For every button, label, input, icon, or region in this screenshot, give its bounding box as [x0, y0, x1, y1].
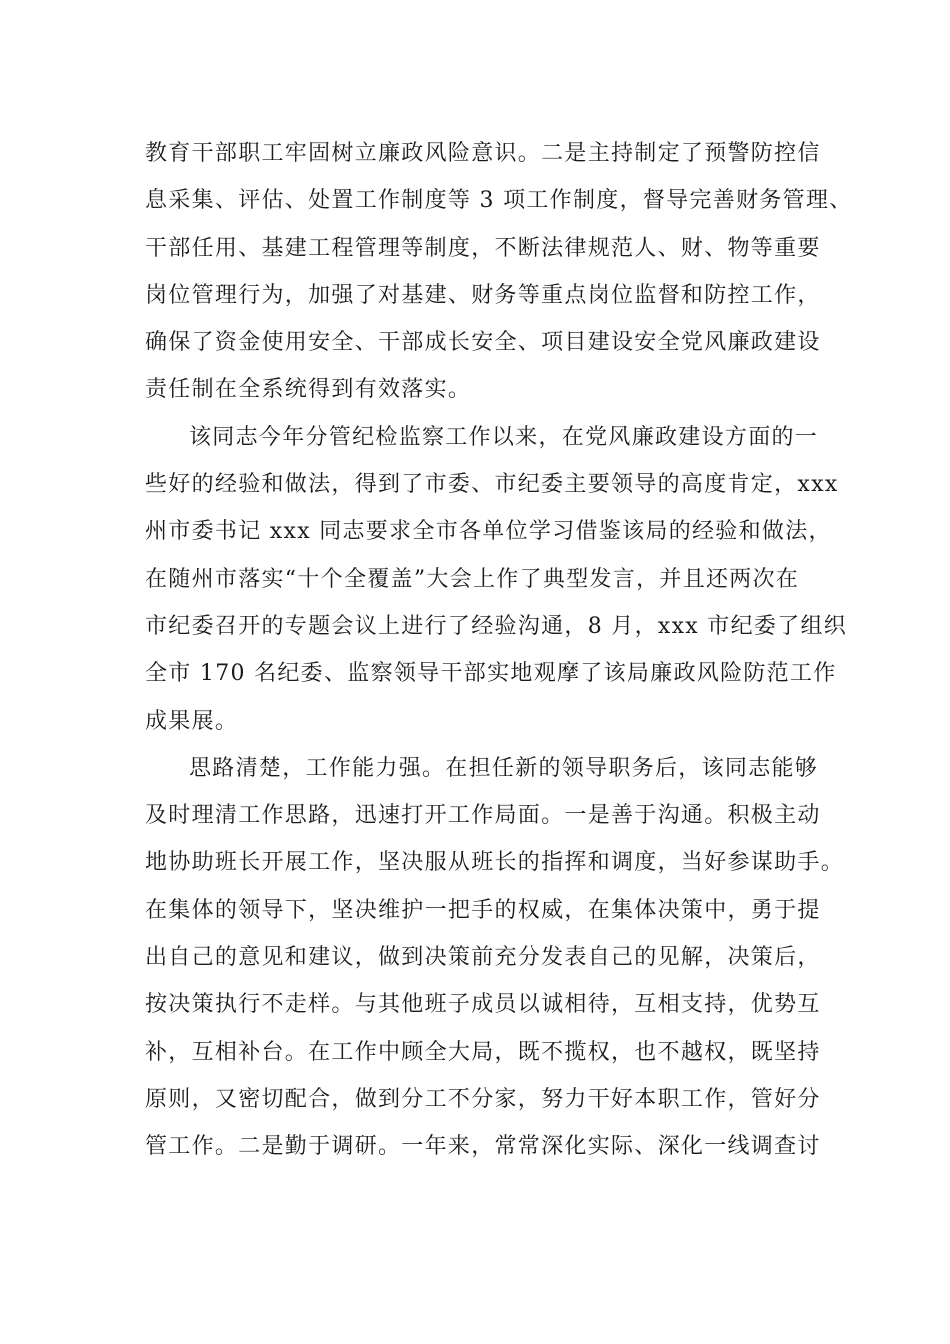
text-line: 管工作。二是勤于调研。一年来，常常深化实际、深化一线调查讨 [145, 1134, 821, 1160]
text-line: 按决策执行不走样。与其他班子成员以诚相待，互相支持，优势互 [145, 992, 821, 1018]
text-line: 州市委书记 xxx 同志要求全市各单位学习借鉴该局的经验和做法， [145, 519, 832, 545]
paragraph-2 [145, 414, 848, 745]
text-line: 出自己的意见和建议，做到决策前充分发表自己的见解，决策后， [145, 945, 821, 971]
text-line: 责任制在全系统得到有效落实。 [145, 377, 472, 403]
text-line: 岗位管理行为，加强了对基建、财务等重点岗位监督和防控工作， [145, 282, 821, 308]
text-line: 在集体的领导下，坚决维护一把手的权威，在集体决策中，勇于提 [145, 897, 821, 923]
paragraph-3 [145, 745, 845, 1171]
text-line: 补，互相补台。在工作中顾全大局，既不揽权，也不越权，既坚持 [145, 1039, 821, 1065]
document-body [145, 130, 853, 1171]
text-line: 思路清楚，工作能力强。在担任新的领导职务后，该同志能够 [189, 755, 819, 781]
text-line: 在随州市落实“十个全覆盖”大会上作了典型发言，并且还两次在 [145, 566, 800, 592]
text-line: 原则，又密切配合，做到分工不分家，努力干好本职工作，管好分 [145, 1086, 821, 1112]
text-line: 确保了资金使用安全、干部成长安全、项目建设安全党风廉政建设 [145, 330, 821, 356]
text-line: 些好的经验和做法，得到了市委、市纪委主要领导的高度肯定，xxx [145, 472, 839, 498]
text-line: 干部任用、基建工程管理等制度，不断法律规范人、财、物等重要 [145, 235, 821, 261]
text-line: 息采集、评估、处置工作制度等 3 项工作制度，督导完善财务管理、 [145, 188, 853, 214]
text-line: 市纪委召开的专题会议上进行了经验沟通，8 月，xxx 市纪委了组织 [145, 613, 848, 639]
text-line: 及时理清工作思路，迅速打开工作局面。一是善于沟通。积极主动 [145, 803, 821, 829]
text-line: 成果展。 [145, 708, 239, 734]
paragraph-1 [145, 130, 853, 414]
text-line: 地协助班长开展工作，坚决服从班长的指挥和调度，当好参谋助手。 [145, 850, 845, 876]
text-line: 该同志今年分管纪检监察工作以来，在党风廉政建设方面的一 [189, 424, 819, 450]
text-line: 全市 170 名纪委、监察领导干部实地观摩了该局廉政风险防范工作 [145, 661, 837, 687]
text-line: 教育干部职工牢固树立廉政风险意识。二是主持制定了预警防控信 [145, 141, 821, 166]
